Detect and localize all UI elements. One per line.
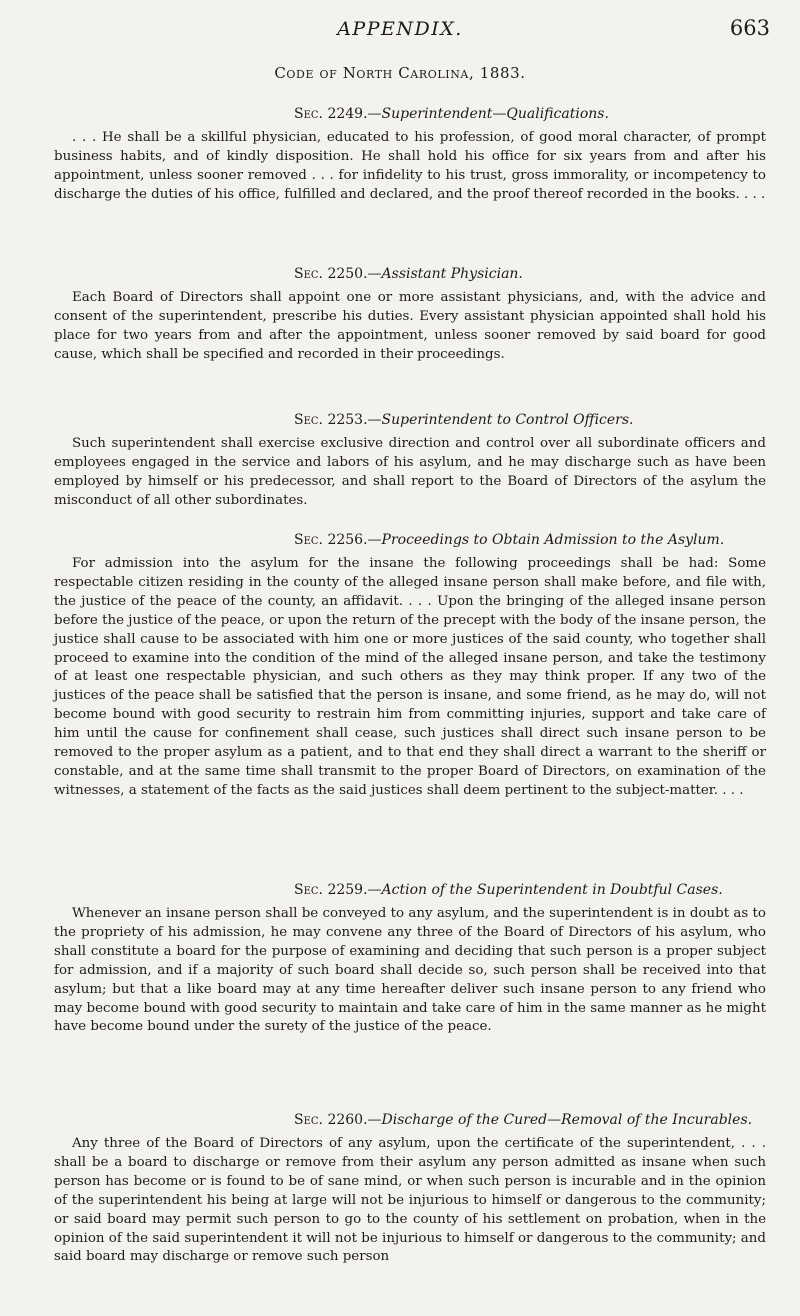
section-text: Each Board of Directors shall appoint one or more assistant physicians, and, with the advice and consent of the superintendent, prescribe his duties. Every assistant physician appointed shall hold his place for two years from and after the appointment, unless sooner removed by said board for good cause, which shall be specified and recorded in their proceedings. [54,290,766,362]
section-heading [54,104,766,124]
section-label: Sec. 2249. [294,106,368,122]
section-title: —Action of the Superintendent in Doubtful Cases. [367,882,723,898]
section-title: —Assistant Physician. [367,266,523,282]
page-number: 663 [729,16,770,40]
section-text: Such superintendent shall exercise exclusive direction and control over all subordinate officers and employees engaged in the service and labors of his asylum, and he may discharge such as have been employed by himself or his predecessor, and shall report to the Board of Directors of the asylum the misconduct of all other subordinates. [54,436,766,508]
section-2256 [54,530,766,801]
section-2250 [54,264,766,365]
section-heading [54,530,766,550]
section-text: For admission into the asylum for the insane the following proceedings shall be had: Some respectable citizen residing in the county of the alleged insane person shall make before, and file with, the justice of the peace of the county, an affidavit. . . . Upon the bringing of the alleged insane person before the justice of the peace, or upon the return of the precept with the body of the insane person, the justice shall cause to be associated with him one or more justices of the said county, who together shall proceed to examine into the condition of the mind of the alleged insane person, and take the testimony of at least one respectable physician, and such others as they may think proper. If any two of the justices of the peace shall be satisfied that the person is insane, and some friend, as he may do, will not become bound with good security to restrain him from committing injuries, support and take care of him until the cause for confinement shall cease, such justices shall direct such insane person to be removed to the proper asylum as a patient, and to that end they shall direct a warrant to the sheriff or constable, and at the same time shall transmit to the proper Board of Directors, on examination of the witnesses, a statement of the facts as the said justices shall deem pertinent to the subject-matter. . . . [54,556,766,798]
section-title: —Superintendent to Control Officers. [367,412,634,428]
section-heading [54,410,766,430]
section-label: Sec. 2259. [294,882,368,898]
section-text: . . . He shall be a skillful physician, educated to his profession, of good moral character, of prompt business habits, and of kindly disposition. He shall hold his office for six years from and after his appointment, unless sooner removed . . . for infidelity to his trust, gross immorality, or incompetency to discharge the duties of his office, fulfilled and declared, and the proof thereof recorded in the books. . . . [54,130,766,202]
section-heading [54,264,766,284]
section-title: —Proceedings to Obtain Admission to the Asylum. [367,532,725,548]
document-title: Code of North Carolina, 1883. [274,64,526,82]
section-text: Any three of the Board of Directors of any asylum, upon the certificate of the superintendent, . . . shall be a board to discharge or remove from their asylum any person admitted as insane when such person has become or is found to be of sane mind, or when such person is incurable and in the opinion of the superintendent his being at large will not be injurious to himself or dangerous to the community; or said board may permit such person to go to the county of his settlement on probation, when in the opinion of the said superintendent it will not be injurious to himself or dangerous to the community; and said board may discharge or remove such person [54,1136,766,1265]
section-2253 [54,410,766,511]
section-2259 [54,880,766,1037]
running-head [0,18,800,48]
section-title: —Superintendent—Qualifications. [367,106,609,122]
section-label: Sec. 2250. [294,266,368,282]
section-title: —Discharge of the Cured—Removal of the Incurables. [367,1112,753,1128]
section-label: Sec. 2260. [294,1112,368,1128]
section-label: Sec. 2256. [294,532,368,548]
section-heading [54,1110,766,1130]
section-heading [54,880,766,900]
section-2249 [54,104,766,205]
section-label: Sec. 2253. [294,412,368,428]
running-title: APPENDIX. [337,18,463,40]
section-2260 [54,1110,766,1267]
section-text: Whenever an insane person shall be conveyed to any asylum, and the superintendent is in doubt as to the propriety of his admission, he may convene any three of the Board of Directors of his asylum, who shall constitute a board for the purpose of examining and deciding that such person is a proper subject for admission, and if a majority of such board shall decide so, such person shall be received into that asylum; but that a like board may at any time hereafter deliver such insane person to any friend who may become bound with good security to maintain and take care of him in the same manner as he might have become bound under the surety of the justice of the peace. [54,906,766,1035]
